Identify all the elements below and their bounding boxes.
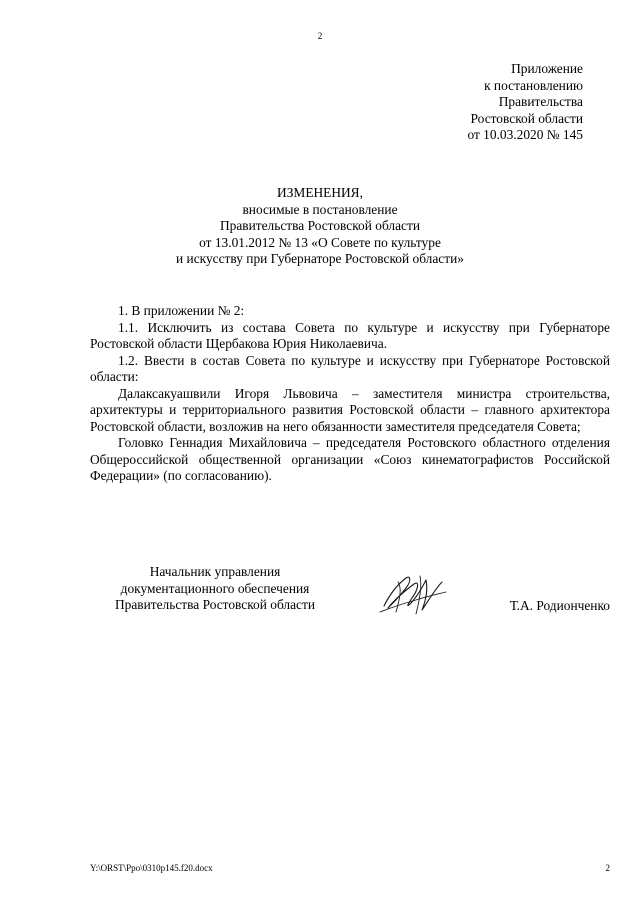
handwritten-signature [376, 568, 448, 620]
signatory-position-line: Начальник управления [149, 564, 281, 579]
appendix-line: Ростовской области [470, 110, 583, 126]
title-line: вносимые в постановление [242, 201, 398, 217]
document-title [150, 185, 490, 268]
title-line: Правительства Ростовской области [219, 218, 421, 233]
appendix-line: Приложение [511, 61, 583, 76]
paragraph-1: 1. В приложении № 2: [118, 303, 245, 318]
footer-page-number: 2 [605, 863, 610, 873]
title-line: и искусству при Губернаторе Ростовской области» [176, 251, 464, 266]
signatory-position [90, 564, 340, 614]
title-heading: ИЗМЕНЕНИЯ, [277, 185, 363, 200]
appendix-line: Правительства [498, 94, 583, 109]
paragraph-1-2: 1.2. Ввести в состав Совета по культуре и искусству при Губернаторе Ростовской области: [90, 352, 610, 384]
paragraph-member-1: Далаксакуашвили Игоря Львовича – заместителя министра строительства, архитектуры и территориального развития Ростовской области – главного архитектора Ростовской области, возложив на него обязанности заместителя председателя Совета; [90, 385, 610, 434]
appendix-line: от 10.03.2020 № 145 [467, 127, 583, 142]
signatory-name: Т.А. Родионченко [509, 598, 610, 613]
page-number-top: 2 [317, 31, 323, 41]
document-body [90, 303, 610, 485]
title-line: от 13.01.2012 № 13 «О Совете по культуре [199, 234, 441, 250]
paragraph-member-2: Головко Геннадия Михайловича – председателя Ростовского областного отделения Общероссийской общественной организации «Союз кинематографистов Российской Федерации» (по согласованию). [90, 435, 610, 483]
appendix-header [420, 61, 583, 144]
footer-file-path: Y:\ORST\Ppo\0310p145.f20.docx [90, 863, 213, 873]
paragraph-1-1: 1.1. Исключить из состава Совета по культуре и искусству при Губернаторе Ростовской области Щербакова Юрия Николаевича. [90, 319, 610, 351]
appendix-line: к постановлению [484, 77, 583, 93]
signatory-position-line: Правительства Ростовской области [114, 597, 316, 612]
signatory-position-line: документационного обеспечения [120, 580, 310, 596]
